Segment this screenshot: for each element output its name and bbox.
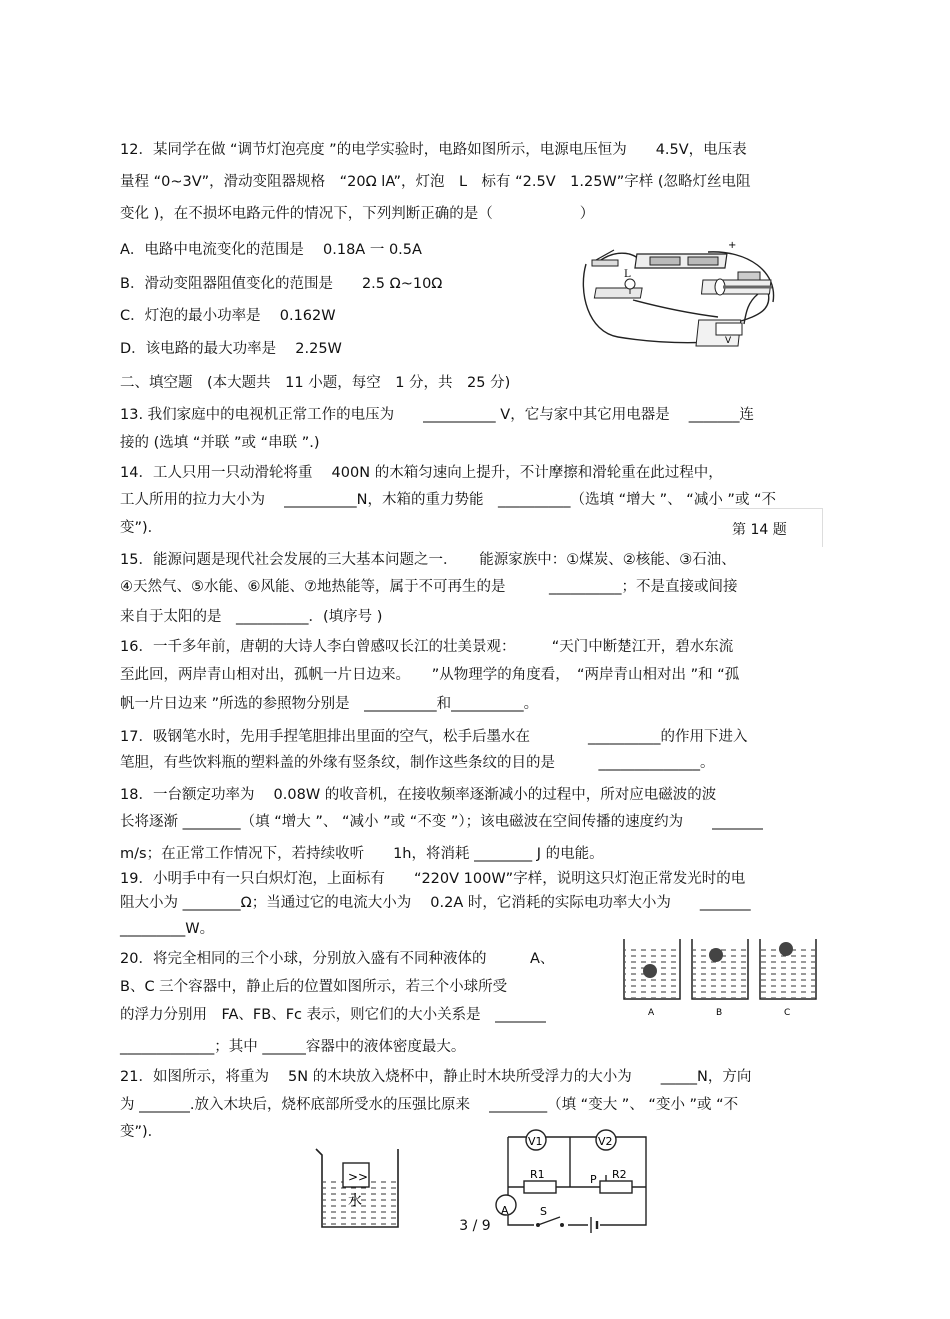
page-number: 3 / 9 [459,1218,491,1234]
q14-line2: 工人所用的拉力大小为 __________N，木箱的重力势能 __________（选填 “增大 ”、 “减小 ”或 “不 [120,492,777,508]
battery-box-icon [635,254,727,268]
q12-option-b: B．滑动变阻器阻值变化的范围是 2.5 Ω~10Ω [120,276,443,292]
q18-line3: m/s；在正常工作情况下，若持续收听 1h，将消耗 ________ J 的电能。 [120,846,604,862]
q20-line2: B、C 三个容器中，静止后的位置如图所示，若三个小球所受 [120,979,508,995]
svg-text:A: A [501,1204,509,1217]
svg-text:R1: R1 [530,1168,545,1181]
q20-line3: 的浮力分别用 FA、FB、Fc 表示，则它们的大小关系是 _______ [120,1007,546,1023]
svg-text:V1: V1 [528,1135,543,1148]
rheostat-icon [701,272,772,295]
q21-line2: 为 _______.放入木块后，烧杯底部所受水的压强比原来 ________（填 “变大 ”、 “变小 ”或 “不 [120,1097,739,1113]
wood-block-icon [343,1163,369,1187]
q16-line3: 帆一片日边来 ”所选的参照物分别是 __________和__________。 [120,696,539,712]
section-heading: 二、填空题 (本大题共 11 小题，每空 1 分，共 25 分) [120,375,511,391]
label-b: B [716,1008,723,1018]
q12-line1: 12．某同学在做 “调节灯泡亮度 ”的电学实验时，电路如图所示，电源电压恒为 4.5V，电压表 [120,142,747,158]
lamp-icon [594,279,642,298]
q13-line2: 接的 (选填 “并联 ”或 “串联 ”.) [120,435,320,451]
q12-line2: 量程 “0~3V”，滑动变阻器规格 “20Ω lA”，灯泡 L 标有 “2.5V 1.25W”字样 (忽略灯丝电阻 [120,174,751,190]
fig20-containers-diagram [610,935,840,1020]
q13-line1: 13. 我们家庭中的电视机正常工作的电压为 __________ V，它与家中其它用电器是 _______连 [120,407,755,423]
q17-line2: 笔胆，有些饮料瓶的塑料盖的外缘有竖条纹，制作这些条纹的目的是 ______________。 [120,755,715,771]
resistor-r1-icon [524,1181,556,1193]
q15-line1: 15．能源问题是现代社会发展的三大基本问题之一． 能源家族中：①煤炭、②核能、③石油、 [120,552,736,568]
q14-line1: 14．工人只用一只动滑轮将重 400N 的木箱匀速向上提升，不计摩擦和滑轮重在此过程中， [120,465,723,481]
container-c [760,939,816,999]
q20-line1: 20．将完全相同的三个小球，分别放入盛有不同种液体的 A、 [120,951,555,967]
q12-option-c: C．灯泡的最小功率是 0.162W [120,308,336,324]
container-a [624,939,680,999]
q14-line3: 变”)． [120,520,163,536]
q16-line2: 至此回，两岸青山相对出，孤帆一片日边来。 ”从物理学的角度看， “两岸青山相对出 ”和 “孤 [120,667,740,683]
svg-text:R2: R2 [612,1168,627,1181]
q12-line3: 变化 )，在不损坏电路元件的情况下，下列判断正确的是（ ） [120,206,595,222]
q15-line2: ④天然气、⑤水能、⑥风能、⑦地热能等，属于不可再生的是 __________；不是直接或间接 [120,579,738,595]
q16-line1: 16．一千多年前，唐朝的大诗人李白曾感叹长江的壮美景观： “天门中断楚江开，碧水东流 [120,639,734,655]
svg-text:V: V [725,336,732,346]
q21-line3: 变”)． [120,1124,163,1140]
fig14-label: 第 14 题 [732,522,787,538]
voltmeter-icon [696,320,742,346]
label-c: C [784,1008,791,1018]
svg-text:+: + [728,240,737,251]
water-label: 水 [348,1193,362,1209]
fig14-label-box [718,508,823,547]
q15-line3: 来自于太阳的是 __________．(填序号 ) [120,609,383,625]
q19-line2: 阻大小为 ________Ω；当通过它的电流大小为 0.2A 时，它消耗的实际电功率大小为 _______ [120,895,751,911]
fig12-circuit-diagram [578,232,788,357]
q20-line4: _____________；其中 ______容器中的液体密度最大。 [120,1039,466,1055]
q19-line3: _________W。 [120,921,215,937]
q12-option-a: A．电路中电流变化的范围是 0.18A 一 0.5A [120,242,422,258]
svg-text:V2: V2 [598,1135,613,1148]
q17-line1: 17．吸钢笔水时，先用手捏笔胆排出里面的空气，松手后墨水在 __________的作用下进入 [120,729,748,745]
q21-line1: 21．如图所示，将重为 5N 的木块放入烧杯中，静止时木块所受浮力的大小为 _____N，方向 [120,1069,752,1085]
q18-line2: 长将逐渐 ________（填 “增大 ”、 “减小 ”或 “不变 ”）；该电磁波在空间传播的速度约为 _______ [120,814,763,830]
svg-text:S: S [540,1205,547,1218]
q19-line1: 19．小明手中有一只白炽灯泡，上面标有 “220V 100W”字样，说明这只灯泡正常发光时的电 [120,871,746,887]
svg-text:L: L [624,269,631,280]
q12-option-d: D．该电路的最大功率是 2.25W [120,341,342,357]
container-b [692,939,748,999]
svg-text:P: P [590,1173,597,1186]
q18-line1: 18．一台额定功率为 0.08W 的收音机，在接收频率逐渐减小的过程中，所对应电磁波的波 [120,787,717,803]
svg-text:>>: >> [348,1170,369,1184]
label-a: A [648,1008,655,1018]
